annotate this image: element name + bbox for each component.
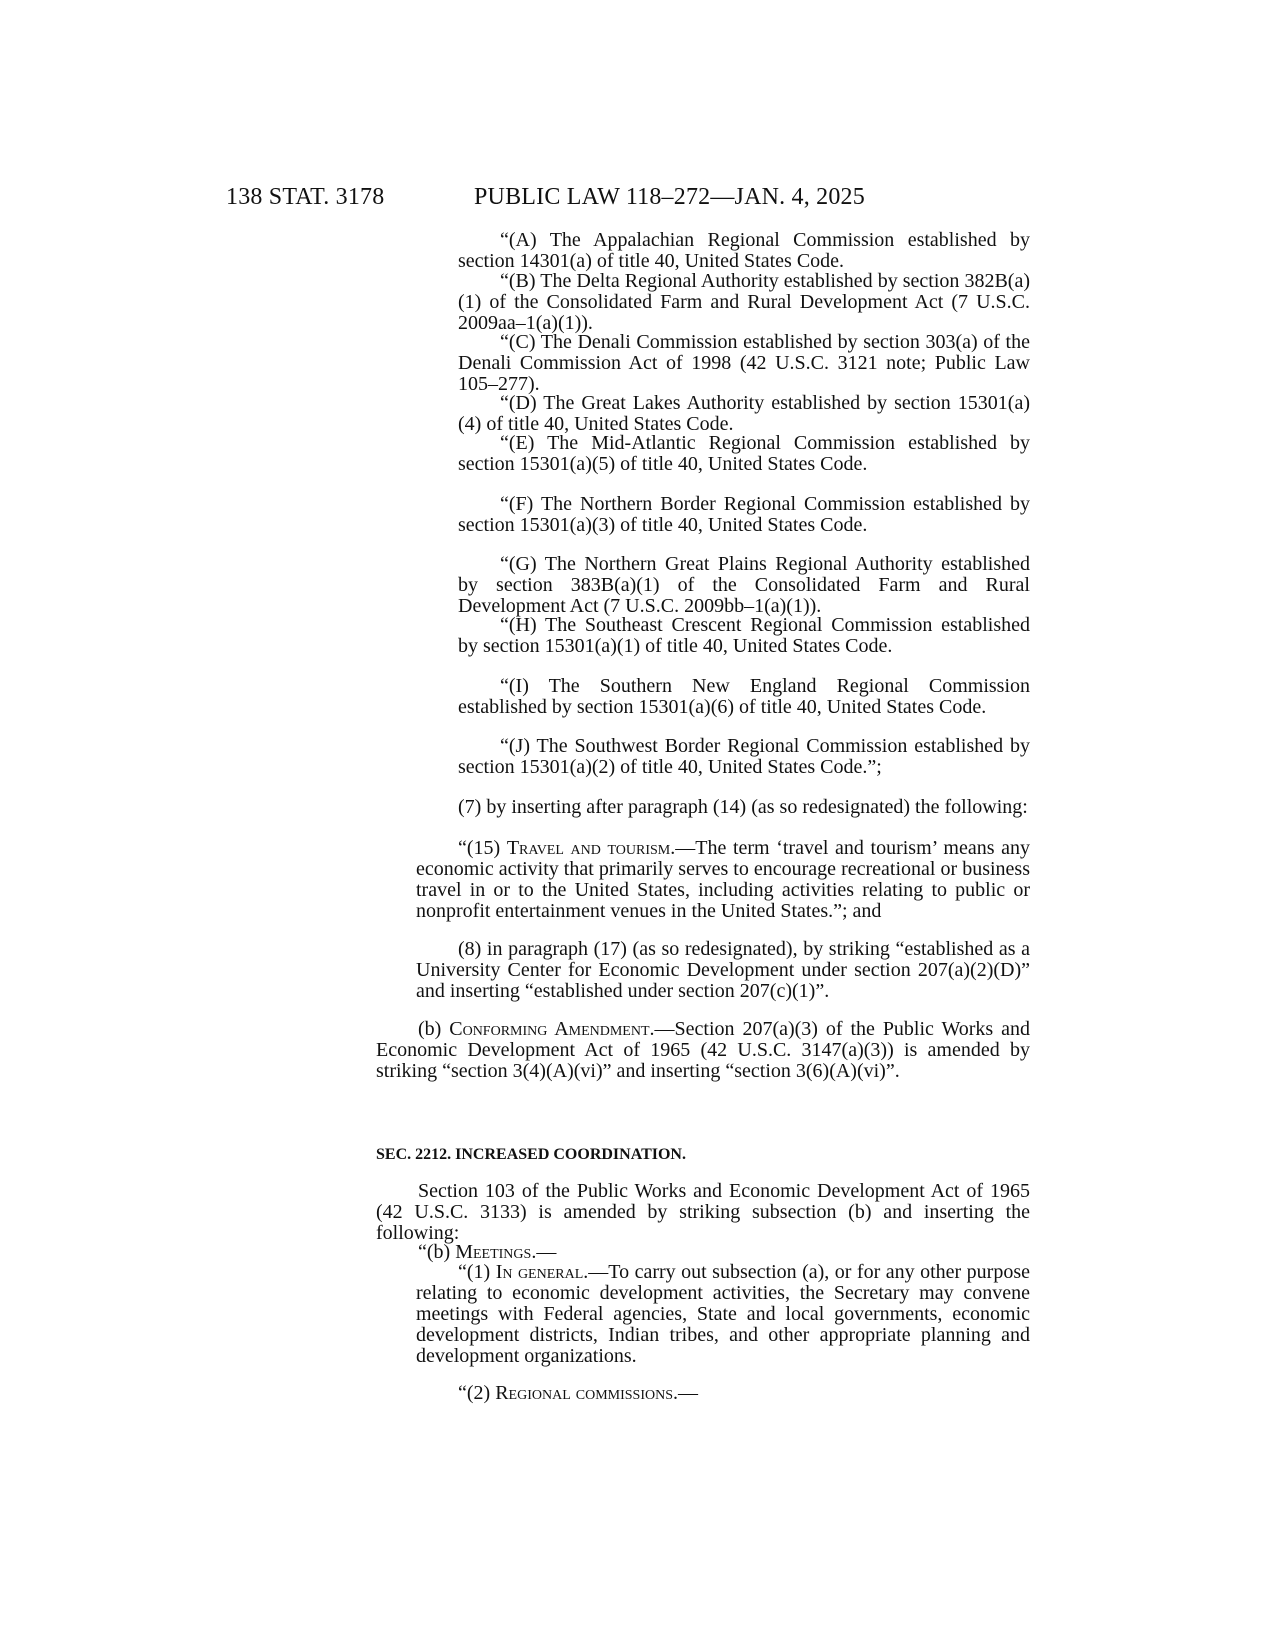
section-heading: SEC. 2212. INCREASED COORDINATION. (376, 1146, 686, 1163)
paragraph-G: “(G) The Northern Great Plains Regional Authority established by section 383B(a)(1) of the Consolidated Farm and Rural Development Act (7 U.S.C. 2009bb–1(a)(1)). (458, 553, 1030, 617)
paragraph-I: “(I) The Southern New England Regional Commission established by section 15301(a)(6) of title 40, United States Code. (458, 675, 1030, 718)
statute-page-reference: 138 STAT. 3178 (226, 184, 385, 210)
running-header-title: PUBLIC LAW 118–272—JAN. 4, 2025 (474, 184, 865, 210)
regional-dash: .— (673, 1382, 698, 1404)
paragraph-E: “(E) The Mid-Atlantic Regional Commission established by section 15301(a)(5) of title 40, United States Code. (458, 432, 1030, 475)
meetings-heading: Meetings (455, 1241, 532, 1263)
meetings-prefix: “(b) (418, 1241, 456, 1263)
section-intro: Section 103 of the Public Works and Economic Development Act of 1965 (42 U.S.C. 3133) is amended by striking subsection (b) and inserting the following: (376, 1180, 1030, 1244)
regional-heading: Regional commissions (495, 1382, 673, 1404)
paragraph-b-heading: Conforming Amendment (449, 1018, 650, 1040)
paragraph-F: “(F) The Northern Border Regional Commission established by section 15301(a)(3) of title 40, United States Code. (458, 493, 1030, 536)
general-text: .—To carry out subsection (a), or for any other purpose relating to economic development activities, the Secretary may convene meetings with Federal agencies, State and local governments, economic development districts, Indian tribes, and other appropriate planning and development organizations. (416, 1261, 1030, 1367)
paragraph-B: “(B) The Delta Regional Authority established by section 382B(a)(1) of the Consolidated Farm and Rural Development Act (7 U.S.C. 2009aa–1(a)(1)). (458, 270, 1030, 334)
paragraph-15 (416, 838, 1030, 922)
subsection-b-meetings (376, 1242, 1030, 1263)
paragraph-b-conforming (376, 1019, 1030, 1082)
paragraph-7: (7) by inserting after paragraph (14) (as so redesignated) the following: (458, 796, 1028, 818)
paragraph-D: “(D) The Great Lakes Authority established by section 15301(a)(4) of title 40, United States Code. (458, 392, 1030, 435)
paragraph-15-heading: Travel and tourism (506, 837, 671, 859)
paragraph-b-text: .—Section 207(a)(3) of the Public Works and Economic Development Act of 1965 (42 U.S.C. 3147(a)(3)) is amended by striking “section 3(4)(A)(vi)” and inserting “section 3(6)(A)(vi)”. (376, 1018, 1030, 1082)
paragraph-H: “(H) The Southeast Crescent Regional Commission established by section 15301(a)(1) of title 40, United States Code. (458, 614, 1030, 657)
paragraph-8: (8) in paragraph (17) (as so redesignated), by striking “established as a University Center for Economic Development under section 207(a)(2)(D)” and inserting “established under section 207(c)(1)”. (416, 938, 1030, 1002)
meetings-dash: .— (531, 1241, 557, 1263)
paragraph-J: “(J) The Southwest Border Regional Commission established by section 15301(a)(2) of title 40, United States Code.”; (458, 735, 1030, 778)
paragraph-2-regional-commissions (416, 1383, 1030, 1404)
general-prefix: “(1) (458, 1261, 496, 1283)
paragraph-C: “(C) The Denali Commission established by section 303(a) of the Denali Commission Act of 1998 (42 U.S.C. 3121 note; Public Law 105–277). (458, 331, 1030, 395)
paragraph-15-prefix: “(15) (458, 837, 507, 859)
general-heading: In general (495, 1261, 584, 1283)
regional-prefix: “(2) (458, 1382, 496, 1404)
paragraph-b-prefix: (b) (418, 1018, 450, 1040)
paragraph-1-in-general (416, 1262, 1030, 1367)
paragraph-A: “(A) The Appalachian Regional Commission established by section 14301(a) of title 40, United States Code. (458, 229, 1030, 272)
paragraph-15-text: .—The term ‘travel and tourism’ means any economic activity that primarily serves to encourage recreational or business travel in or to the United States, including activities relating to public or nonprofit entertainment venues in the United States.”; and (416, 837, 1031, 922)
